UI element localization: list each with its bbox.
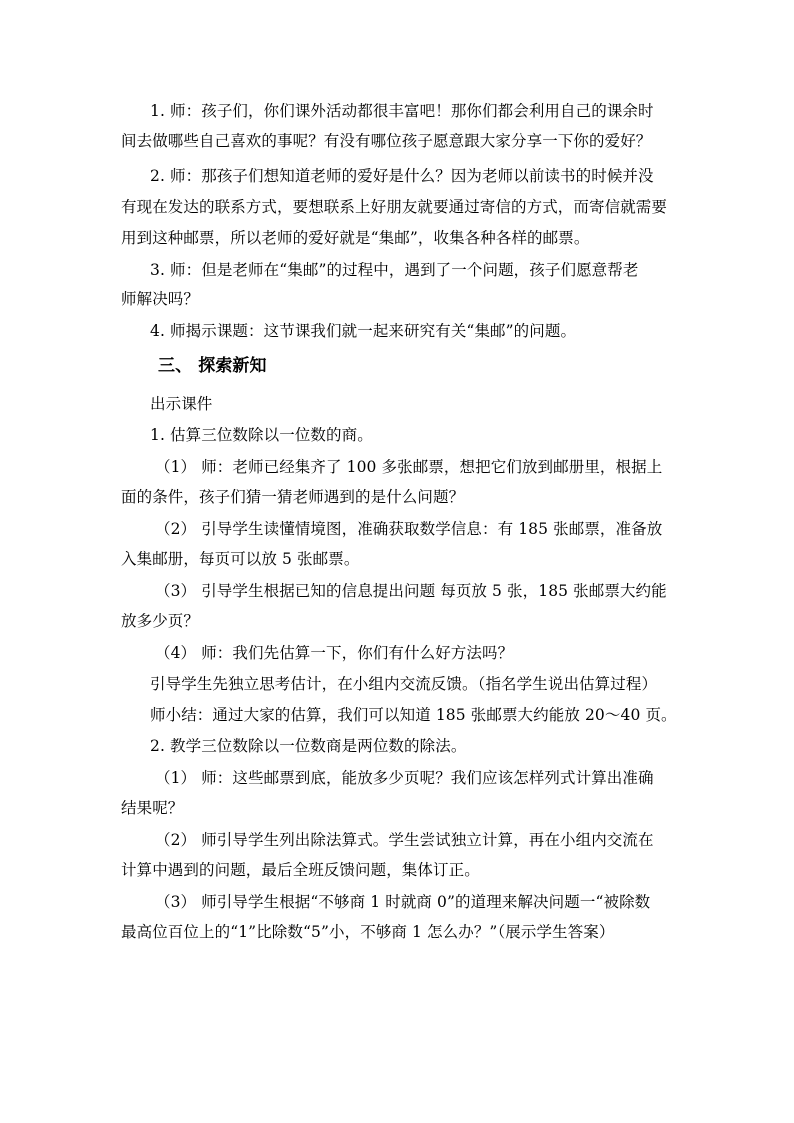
item-2-2-line-1: （2） 师引导学生列出除法算式。学生尝试独立计算，再在小组内交流在 xyxy=(155,831,654,849)
show-courseware-label: 出示课件 xyxy=(150,395,213,413)
paragraph-1-line-1: 1. 师：孩子们，你们课外活动都很丰富吧！那你们都会利用自己的课余时 xyxy=(150,102,654,120)
item-1-title: 1. 估算三位数除以一位数的商。 xyxy=(150,426,373,444)
item-1-3-line-2: 放多少页？ xyxy=(121,612,200,630)
paragraph-2-line-3: 用到这种邮票，所以老师的爱好就是“集邮”，收集各种各样的邮票。 xyxy=(121,229,590,247)
item-1-summary: 师小结：通过大家的估算，我们可以知道 185 张邮票大约能放 20～40 页。 xyxy=(150,706,677,724)
item-1-3-line-1: （3） 引导学生根据已知的信息提出问题 每页放 5 张，185 张邮票大约能 xyxy=(155,582,667,600)
item-2-3-line-1: （3） 师引导学生根据“不够商 1 时就商 0”的道理来解决问题一“被除数 xyxy=(155,893,651,911)
paragraph-4-line-1: 4. 师揭示课题：这节课我们就一起来研究有关“集邮”的问题。 xyxy=(150,322,577,340)
paragraph-2-line-2: 有现在发达的联系方式，要想联系上好朋友就要通过寄信的方式，而寄信就需要 xyxy=(121,198,668,216)
item-1-4-line-1: （4） 师：我们先估算一下，你们有什么好方法吗？ xyxy=(155,644,514,662)
item-2-3-line-2: 最高位百位上的“1”比除数“5”小，不够商 1 怎么办？”（展示学生答案） xyxy=(121,923,615,941)
paragraph-3-line-1: 3. 师：但是老师在“集邮”的过程中，遇到了一个问题，孩子们愿意帮老 xyxy=(150,261,639,279)
item-2-2-line-2: 计算中遇到的问题，最后全班反馈问题，集体订正。 xyxy=(121,861,480,879)
item-1-2-line-2: 入集邮册，每页可以放 5 张邮票。 xyxy=(121,550,360,568)
item-1-2-line-1: （2） 引导学生读懂情境图，准确获取数学信息：有 185 张邮票，准备放 xyxy=(155,520,663,538)
paragraph-3-line-2: 师解决吗？ xyxy=(121,290,200,308)
item-1-1-line-2: 面的条件，孩子们猜一猜老师遇到的是什么问题？ xyxy=(121,488,465,506)
item-2-title: 2. 教学三位数除以一位数商是两位数的除法。 xyxy=(150,737,467,755)
item-1-1-line-1: （1） 师：老师已经集齐了 100 多张邮票，想把它们放到邮册里，根据上 xyxy=(155,458,663,476)
paragraph-1-line-2: 间去做哪些自己喜欢的事呢？有没有哪位孩子愿意跟大家分享一下你的爱好？ xyxy=(121,132,652,150)
paragraph-2-line-1: 2. 师：那孩子们想知道老师的爱好是什么？因为老师以前读书的时候并没 xyxy=(150,167,654,185)
item-2-1-line-1: （1） 师：这些邮票到底，能放多少页呢？我们应该怎样列式计算出准确 xyxy=(155,769,654,787)
item-2-1-line-2: 结果呢？ xyxy=(121,799,184,817)
section-3-heading: 三、 探索新知 xyxy=(158,356,267,376)
item-1-guide: 引导学生先独立思考估计，在小组内交流反馈。（指名学生说出估算过程） xyxy=(150,675,658,693)
